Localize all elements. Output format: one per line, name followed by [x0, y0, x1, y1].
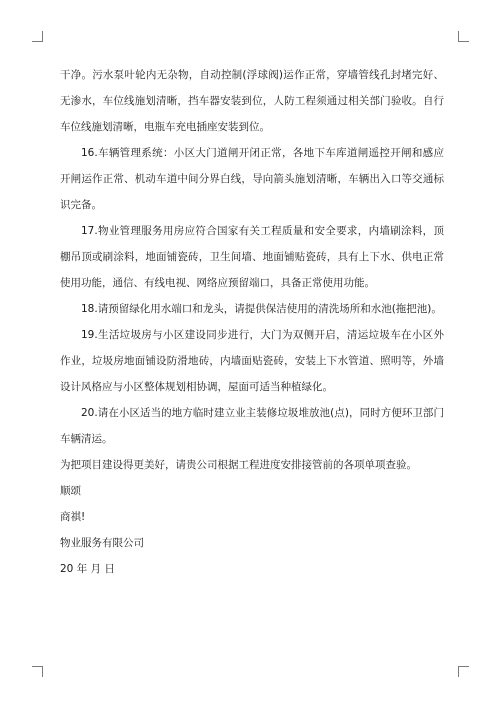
- paragraph-renovation-waste: 20.请在小区适当的地方临时建立业主装修垃圾堆放池(点)，同时方便环卫部门车辆清运。: [60, 407, 444, 445]
- crop-mark-top-right: [458, 31, 469, 42]
- paragraph-request: 为把项目建设得更美好，请贵公司根据工程进度安排接管前的各项单项查验。: [60, 459, 417, 471]
- signature-company: 物业服务有限公司: [60, 537, 144, 549]
- crop-mark-bottom-right: [458, 666, 469, 677]
- paragraph-garbage-room: 19.生活垃圾房与小区建设同步进行，大门为双侧开启，清运垃圾车在小区外作业，垃圾房地面铺设防滑地砖，内墙面贴瓷砖，安装上下水管道、照明等，外墙设计风格应与小区整体规划相协调，屋面可适当种植绿化。: [60, 329, 444, 393]
- paragraph-vehicle-management: 16.车辆管理系统：小区大门道闸开闭正常，各地下车库道闸遥控开闸和感应开闸运作正常、机动车道中间分界白线，导向箭头施划清晰，车辆出入口等交通标识完备。: [60, 147, 444, 211]
- crop-mark-bottom-left: [32, 666, 43, 677]
- closing-regards: 商祺!: [60, 511, 86, 523]
- paragraph-property-service-rooms: 17.物业管理服务用房应符合国家有关工程质量和安全要求，内墙刷涂料，顶棚吊顶或刷涂料，地面铺瓷砖，卫生间墙、地面铺贴瓷砖，具有上下水、供电正常使用功能，通信、有线电视、网络应预留端口，具备正常使用功能。: [60, 225, 444, 289]
- paragraph-continuation: 干净。污水泵叶轮内无杂物，自动控制(浮球阀)运作正常，穿墙管线孔封堵完好、无渗水，车位线施划清晰，挡车器安装到位，人防工程须通过相关部门验收。自行车位线施划清晰，电瓶车充电插座安装到位。: [60, 69, 444, 133]
- crop-mark-top-left: [32, 31, 43, 42]
- document-body: [60, 62, 444, 582]
- paragraph-greening-water: 18.请预留绿化用水端口和龙头，请提供保洁使用的清洗场所和水池(拖把池)。: [81, 303, 442, 315]
- closing-greeting: 顺颂: [60, 485, 81, 497]
- signature-date: 20 年 月 日: [60, 563, 115, 575]
